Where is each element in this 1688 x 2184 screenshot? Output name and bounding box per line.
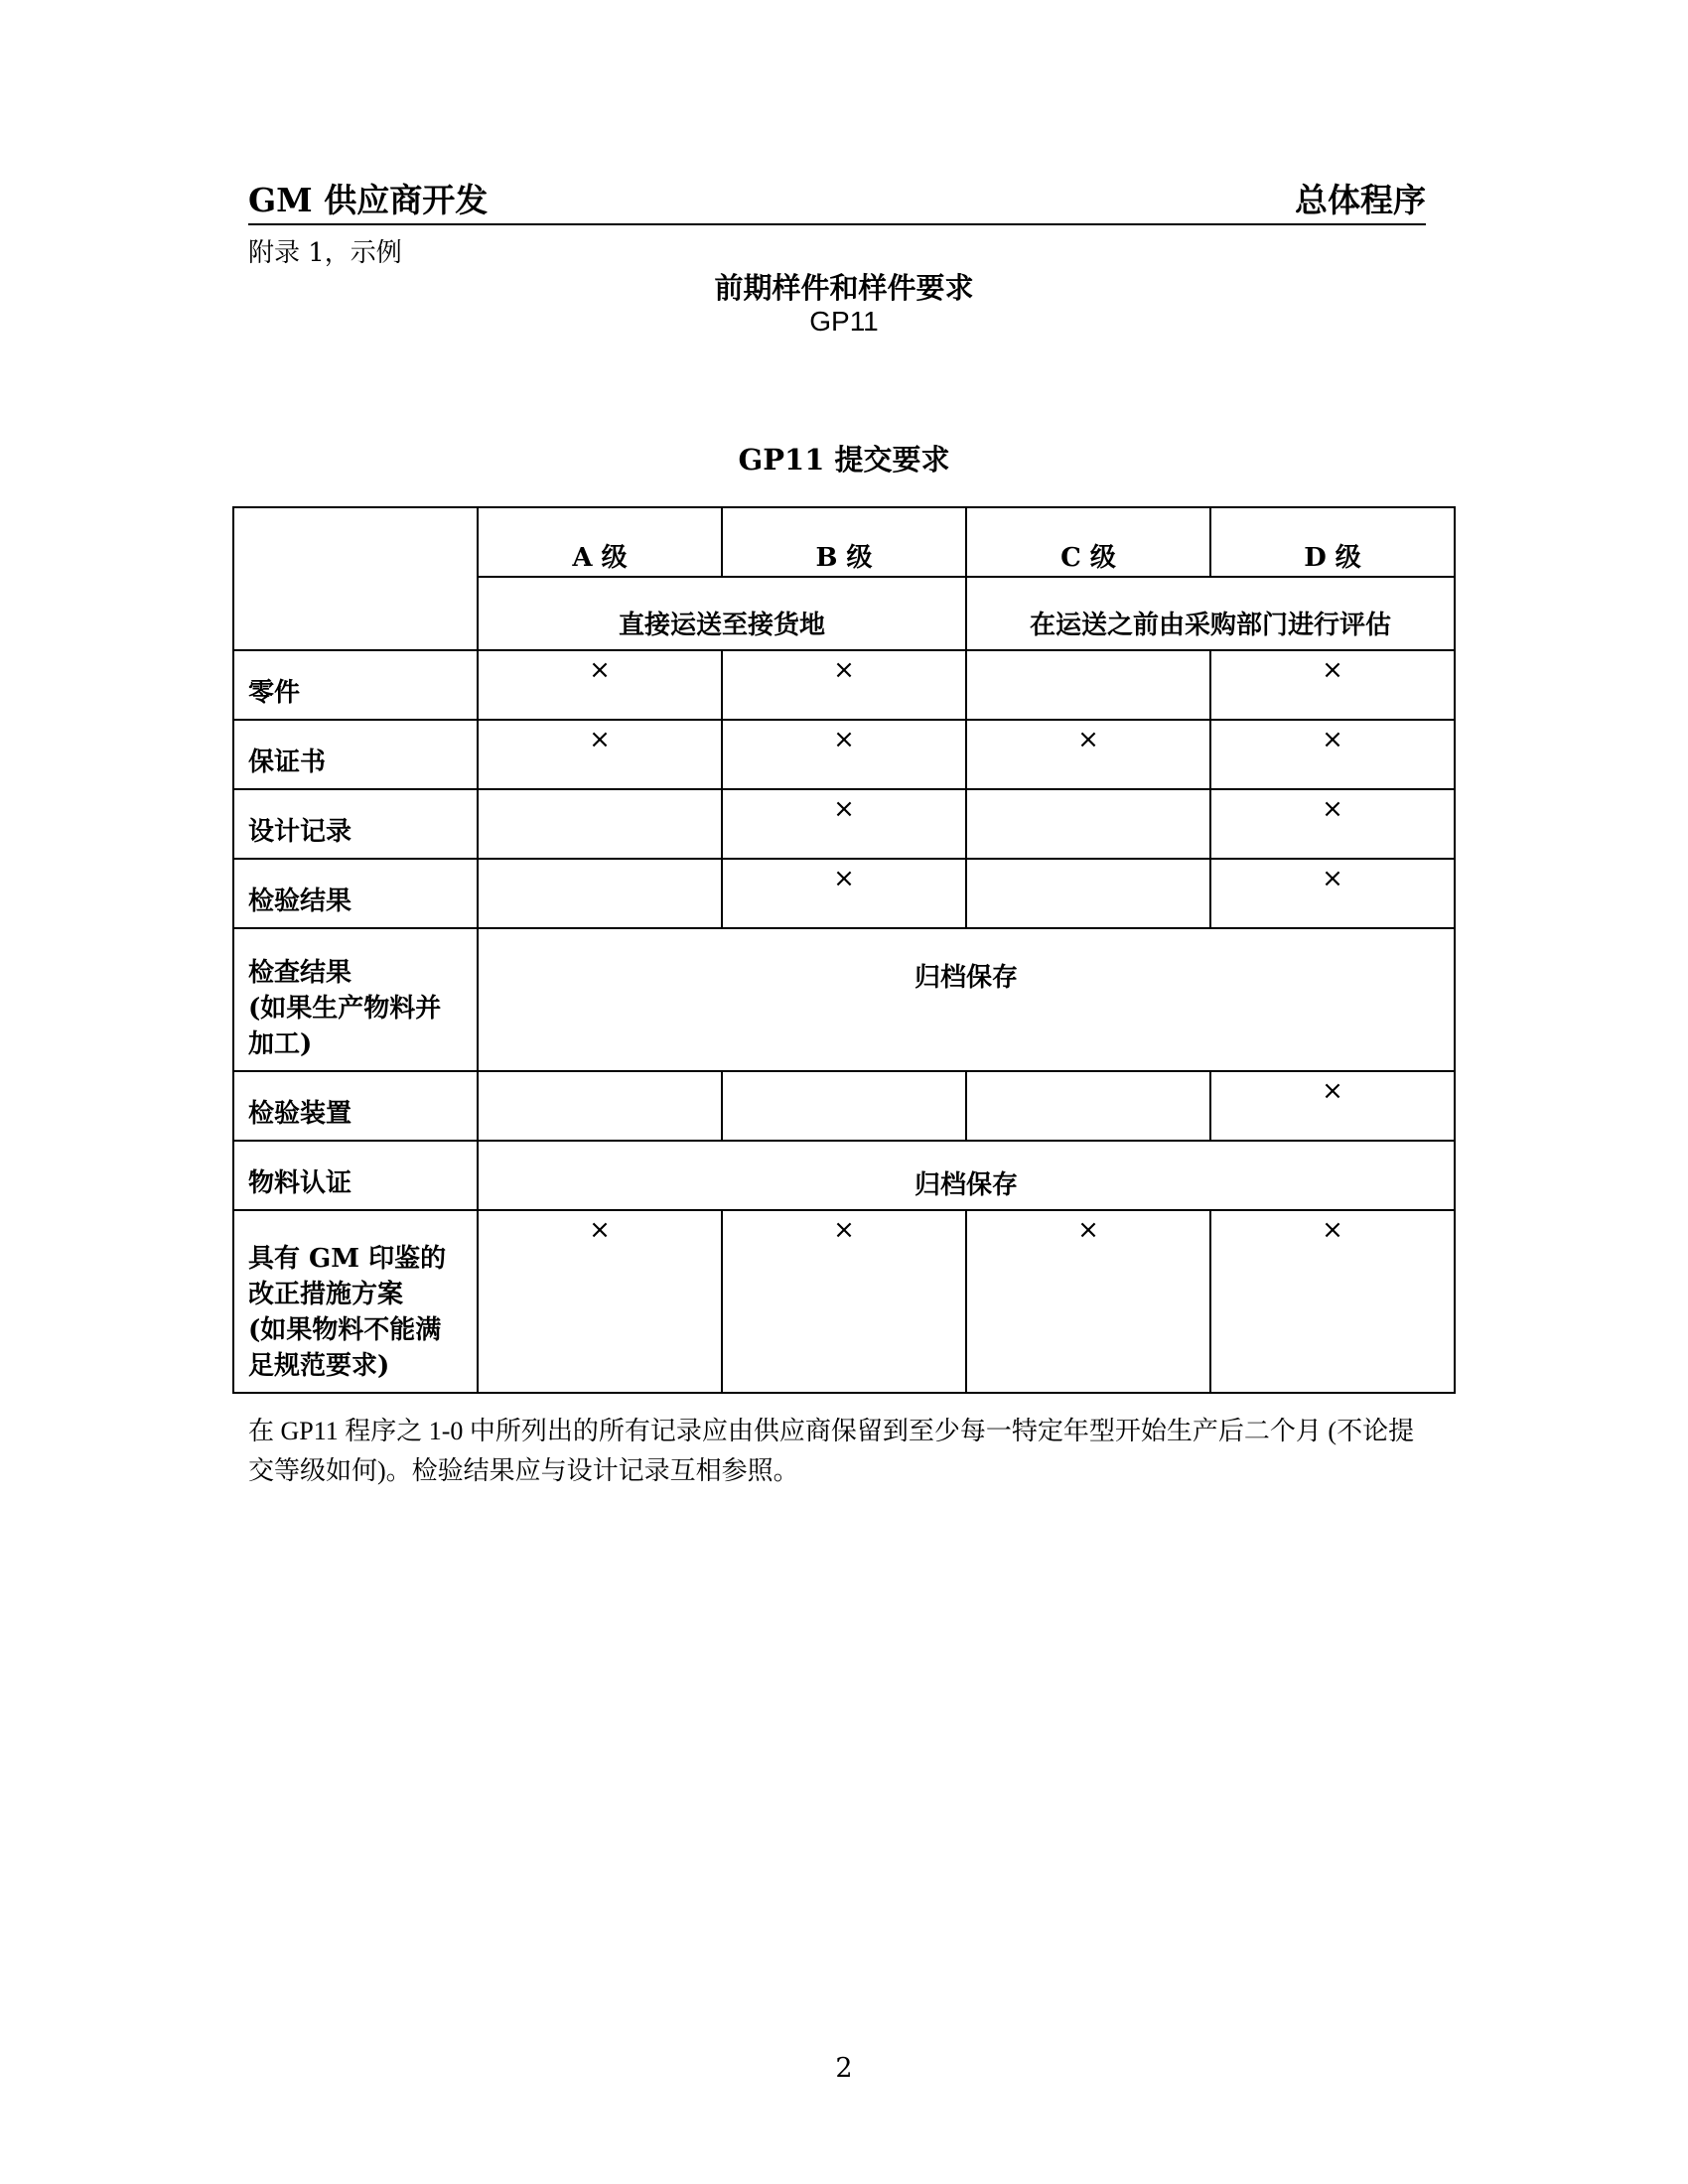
- empty-cell: [966, 789, 1210, 859]
- check-mark: ×: [478, 1210, 722, 1393]
- check-mark: ×: [966, 1210, 1210, 1393]
- header-right: 总体程序: [1295, 181, 1426, 219]
- page-number: 2: [835, 2053, 853, 2084]
- page-title: 前期样件和样件要求: [714, 271, 974, 305]
- row-label-design-record: 设计记录: [233, 789, 478, 859]
- check-mark: ×: [1210, 720, 1455, 789]
- empty-cell: [478, 1071, 722, 1141]
- group-direct-delivery: 直接运送至接货地: [478, 577, 966, 650]
- table-row: [233, 720, 1455, 789]
- check-mark: ×: [966, 720, 1210, 789]
- check-mark: ×: [1210, 1210, 1455, 1393]
- table-row: [233, 859, 1455, 928]
- check-mark: ×: [1210, 859, 1455, 928]
- table-row: [233, 928, 1455, 1071]
- empty-cell: [722, 1071, 966, 1141]
- grade-a-header: A 级: [478, 507, 722, 577]
- check-mark: ×: [1210, 650, 1455, 720]
- requirements-table: [232, 506, 1456, 1394]
- corner-cell: [233, 507, 478, 650]
- check-mark: ×: [1210, 789, 1455, 859]
- header-rule: [248, 223, 1426, 225]
- check-mark: ×: [478, 650, 722, 720]
- check-mark: ×: [722, 859, 966, 928]
- empty-cell: [478, 789, 722, 859]
- grade-b-header: B 级: [722, 507, 966, 577]
- grade-c-header: C 级: [966, 507, 1210, 577]
- row-label-check-results: 检查结果 (如果生产物料并 加工): [233, 928, 478, 1071]
- check-mark: ×: [722, 789, 966, 859]
- row-label-warrant: 保证书: [233, 720, 478, 789]
- appendix-label: 附录 1，示例: [248, 238, 402, 268]
- empty-cell: [966, 1071, 1210, 1141]
- archive-label: 归档保存: [478, 928, 1455, 1071]
- document-code: GP11: [809, 306, 879, 337]
- empty-cell: [966, 650, 1210, 720]
- table-row: [233, 1071, 1455, 1141]
- row-label-fixture: 检验装置: [233, 1071, 478, 1141]
- empty-cell: [478, 859, 722, 928]
- empty-cell: [966, 859, 1210, 928]
- table-row: [233, 789, 1455, 859]
- table-row: [233, 1210, 1455, 1393]
- header-left: GM 供应商开发: [248, 181, 489, 219]
- check-mark: ×: [722, 650, 966, 720]
- table-row: [233, 650, 1455, 720]
- row-label-corrective-action: 具有 GM 印鉴的 改正措施方案 (如果物料不能满 足规范要求): [233, 1210, 478, 1393]
- table-title: GP11 提交要求: [738, 443, 950, 477]
- check-mark: ×: [478, 720, 722, 789]
- archive-label: 归档保存: [478, 1141, 1455, 1210]
- group-purchasing-evaluation: 在运送之前由采购部门进行评估: [966, 577, 1455, 650]
- records-note: 在 GP11 程序之 1-0 中所列出的所有记录应由供应商保留到至少每一特定年型开始生产后二个月 (不论提交等级如何)。检验结果应与设计记录互相参照。: [248, 1417, 1415, 1485]
- check-mark: ×: [722, 1210, 966, 1393]
- check-mark: ×: [722, 720, 966, 789]
- table-row: [233, 1141, 1455, 1210]
- row-label-material-cert: 物料认证: [233, 1141, 478, 1210]
- row-label-inspection-results: 检验结果: [233, 859, 478, 928]
- grade-d-header: D 级: [1210, 507, 1455, 577]
- row-label-parts: 零件: [233, 650, 478, 720]
- check-mark: ×: [1210, 1071, 1455, 1141]
